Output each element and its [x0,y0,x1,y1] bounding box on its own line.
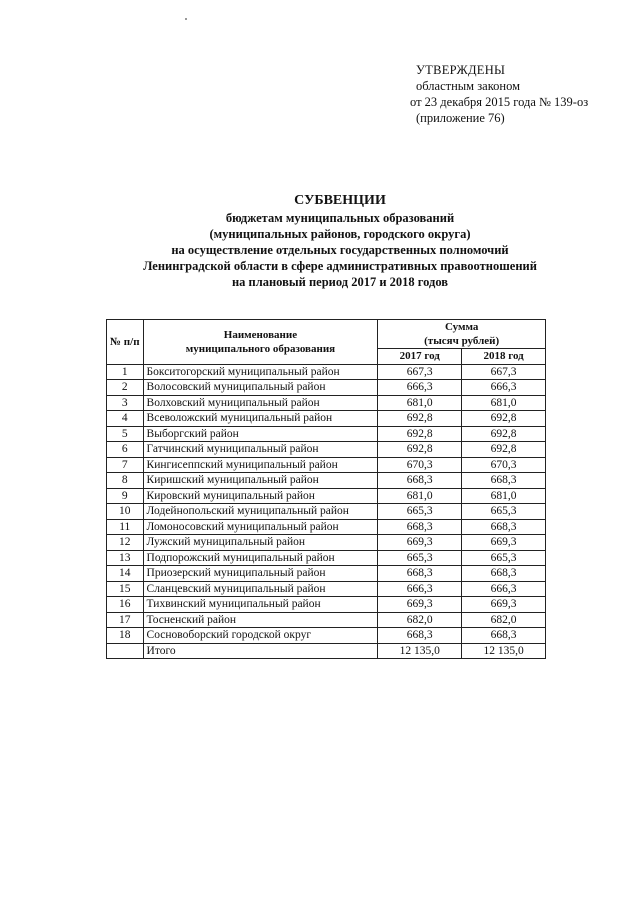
header-num: № п/п [107,320,144,365]
header-name: Наименование муниципального образования [143,320,378,365]
row-number: 7 [107,457,144,473]
row-value-2017: 669,3 [378,597,462,613]
total-row [107,643,546,659]
table-row [107,395,546,411]
approval-stamp [410,62,588,126]
row-name: Лодейнопольский муниципальный район [143,504,378,520]
row-number: 5 [107,426,144,442]
row-value-2018: 668,3 [462,566,546,582]
row-value-2017: 668,3 [378,628,462,644]
row-number: 13 [107,550,144,566]
row-value-2017: 681,0 [378,488,462,504]
row-name: Тосненский район [143,612,378,628]
row-value-2018: 681,0 [462,488,546,504]
row-name: Волосовский муниципальный район [143,380,378,396]
row-value-2017: 666,3 [378,581,462,597]
row-name: Киришский муниципальный район [143,473,378,489]
total-label: Итого [143,643,378,659]
row-value-2017: 665,3 [378,550,462,566]
approval-line-1: УТВЕРЖДЕНЫ [416,63,506,77]
table-row [107,426,546,442]
approval-line-2: областным законом [416,79,521,93]
table-row [107,488,546,504]
row-number: 2 [107,380,144,396]
total-2018: 12 135,0 [462,643,546,659]
table-row [107,519,546,535]
row-value-2018: 692,8 [462,426,546,442]
row-value-2018: 665,3 [462,504,546,520]
row-number: 12 [107,535,144,551]
row-value-2018: 669,3 [462,597,546,613]
document-title [60,193,620,290]
row-number: 6 [107,442,144,458]
table-row [107,457,546,473]
row-value-2018: 681,0 [462,395,546,411]
row-number: 15 [107,581,144,597]
row-value-2017: 670,3 [378,457,462,473]
title-line-2: (муниципальных районов, городского округа) [209,227,471,241]
row-number: 4 [107,411,144,427]
row-name: Выборгский район [143,426,378,442]
row-number: 1 [107,364,144,380]
row-value-2018: 670,3 [462,457,546,473]
title-line-3: на осуществление отдельных государственных полномочий [171,243,509,257]
row-value-2017: 665,3 [378,504,462,520]
row-value-2018: 668,3 [462,473,546,489]
row-number: 3 [107,395,144,411]
table-row [107,612,546,628]
row-value-2017: 668,3 [378,519,462,535]
header-year-2018: 2018 год [462,349,546,365]
approval-line-3: от 23 декабря 2015 года № 139-оз [410,95,589,109]
row-value-2017: 692,8 [378,426,462,442]
table-row [107,411,546,427]
row-value-2018: 667,3 [462,364,546,380]
total-num-cell [107,643,144,659]
title-line-1: бюджетам муниципальных образований [225,211,455,225]
row-value-2018: 692,8 [462,442,546,458]
scan-speck [185,18,187,20]
row-value-2017: 667,3 [378,364,462,380]
header-sum: Сумма (тысяч рублей) [378,320,546,349]
row-number: 11 [107,519,144,535]
row-number: 14 [107,566,144,582]
row-name: Ломоносовский муниципальный район [143,519,378,535]
table-row [107,380,546,396]
row-number: 9 [107,488,144,504]
subsidies-table [106,319,546,659]
row-value-2018: 682,0 [462,612,546,628]
row-value-2017: 666,3 [378,380,462,396]
row-number: 17 [107,612,144,628]
row-value-2017: 668,3 [378,566,462,582]
row-value-2018: 665,3 [462,550,546,566]
table-row [107,550,546,566]
row-number: 16 [107,597,144,613]
row-name: Сосновоборский городской округ [143,628,378,644]
row-value-2017: 692,8 [378,442,462,458]
row-name: Кингисеппский муниципальный район [143,457,378,473]
table-row [107,566,546,582]
total-2017: 12 135,0 [378,643,462,659]
header-year-2017: 2017 год [378,349,462,365]
row-name: Всеволожский муниципальный район [143,411,378,427]
row-value-2017: 692,8 [378,411,462,427]
table-row [107,504,546,520]
table-row [107,581,546,597]
row-value-2018: 669,3 [462,535,546,551]
row-value-2017: 682,0 [378,612,462,628]
table-row [107,535,546,551]
table-row [107,473,546,489]
row-value-2018: 692,8 [462,411,546,427]
table-row [107,364,546,380]
row-value-2017: 668,3 [378,473,462,489]
row-name: Кировский муниципальный район [143,488,378,504]
row-name: Гатчинский муниципальный район [143,442,378,458]
row-number: 18 [107,628,144,644]
row-name: Волховский муниципальный район [143,395,378,411]
row-number: 10 [107,504,144,520]
title-line-0: СУБВЕНЦИИ [294,193,386,208]
title-line-4: Ленинградской области в сфере административных правоотношений [143,259,537,273]
row-value-2017: 669,3 [378,535,462,551]
row-name: Тихвинский муниципальный район [143,597,378,613]
row-name: Лужский муниципальный район [143,535,378,551]
row-value-2018: 666,3 [462,581,546,597]
row-value-2018: 666,3 [462,380,546,396]
approval-line-4: (приложение 76) [416,111,505,125]
row-name: Подпорожский муниципальный район [143,550,378,566]
table-row [107,628,546,644]
row-value-2017: 681,0 [378,395,462,411]
row-number: 8 [107,473,144,489]
row-value-2018: 668,3 [462,519,546,535]
title-line-5: на плановый период 2017 и 2018 годов [231,275,449,289]
row-value-2018: 668,3 [462,628,546,644]
table-row [107,442,546,458]
row-name: Бокситогорский муниципальный район [143,364,378,380]
row-name: Приозерский муниципальный район [143,566,378,582]
row-name: Сланцевский муниципальный район [143,581,378,597]
table-row [107,597,546,613]
